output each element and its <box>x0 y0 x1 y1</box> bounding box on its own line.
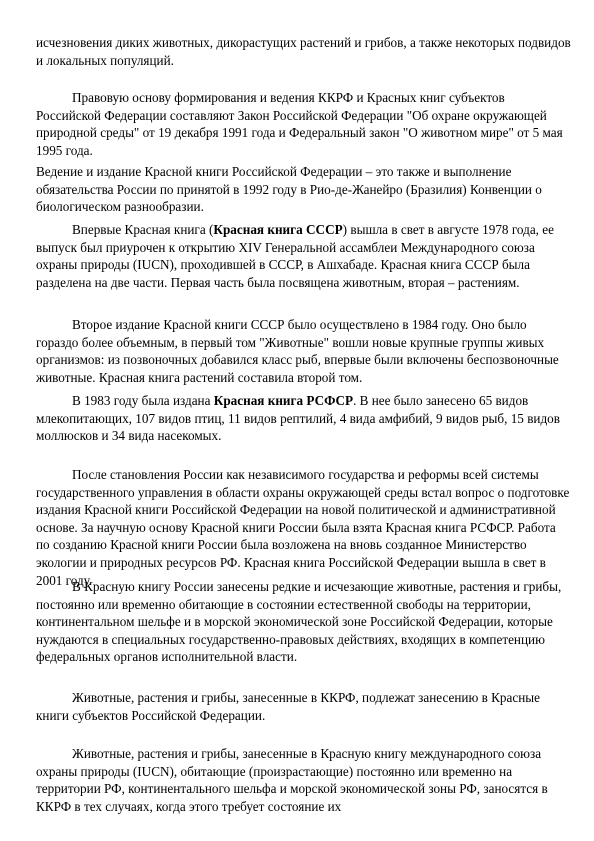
paragraph-2: Правовую основу формирования и ведения ККРФ и Красных книг субъектов Российской Федерации составляют Закон Российской Федерации "Об охране окружающей природной среды" от 19 декабря 1991 года и Федеральный закон "О животном мире" от 5 мая 1995 года. <box>36 90 563 158</box>
paragraph-4-text-end: ) вышла в свет в августе 1978 года, ее выпуск был приурочен к открытию XIV Генеральной ассамблеи Международного союза охраны природы (IUCN), проходившей в СССР, в Ашхабаде. Красная книга СССР была разделена на две части. Первая часть была посвящена животным, вторая – растениям. <box>36 222 554 290</box>
paragraph-4 <box>36 221 572 291</box>
paragraph-9: Животные, растения и грибы, занесенные в ККРФ, подлежат занесению в Красные книги субъектов Российской Федерации. <box>36 690 540 723</box>
paragraph-7: После становления России как независимого государства и реформы всей системы государственного управления в области охраны окружающей среды встал вопрос о подготовке издания Красной книги Российской Федерации на новой политической и административной основе. За научную основу Красной книги России была взята Красная книга РСФСР. Работа по созданию Красной книги России была возложена на вновь созданное Министерство экологии и природных ресурсов РФ. Красная книга Российской Федерации вышла в свет в 2001 году. <box>36 467 570 588</box>
paragraph-8: В Красную книгу России занесены редкие и исчезающие животные, растения и грибы, постоянно или временно обитающие в состоянии естественной свободы на территории, континентальном шельфе и в морской экономической зоне Российской Федерации, которые нуждаются в специальных государственно-правовых действиях, входящих в компетенцию федеральных органов исполнительной власти. <box>36 579 562 665</box>
paragraph-1: исчезновения диких животных, дикорастущих растений и грибов, а также некоторых подвидов и локальных популяций. <box>36 35 571 68</box>
paragraph-6-text-start: В 1983 году была издана <box>72 393 214 408</box>
paragraph-10: Животные, растения и грибы, занесенные в Красную книгу международного союза охраны природы (IUCN), обитающие (произрастающие) постоянно или временно на территории РФ, континентального шельфа и морской экономической зоны РФ, заносятся в ККРФ в тех случаях, когда этого требует состояние их <box>36 746 548 814</box>
paragraph-4-text-start: Впервые Красная книга ( <box>72 222 214 237</box>
paragraph-3: Ведение и издание Красной книги Российской Федерации – это также и выполнение обязательства России по принятой в 1992 году в Рио-де-Жанейро (Бразилия) Конвенции о биологическом разнообразии. <box>36 164 542 215</box>
paragraph-5: Второе издание Красной книги СССР было осуществлено в 1984 году. Оно было гораздо более объемным, в первый том "Животные" вошли новые крупные группы живых организмов: из позвоночных добавился класс рыб, впервые были включены беспозвоночные животные. Красная книга растений составила второй том. <box>36 317 559 385</box>
paragraph-6-bold-title: Красная книга РСФСР <box>213 393 354 408</box>
paragraph-4-bold-title: Красная книга СССР <box>213 222 343 237</box>
paragraph-6 <box>36 392 572 445</box>
paragraph-6-text-end: . В нее было занесено 65 видов млекопитающих, 107 видов птиц, 11 видов рептилий, 4 вида амфибий, 9 видов рыб, 15 видов моллюсков и 34 вида насекомых. <box>36 393 561 444</box>
